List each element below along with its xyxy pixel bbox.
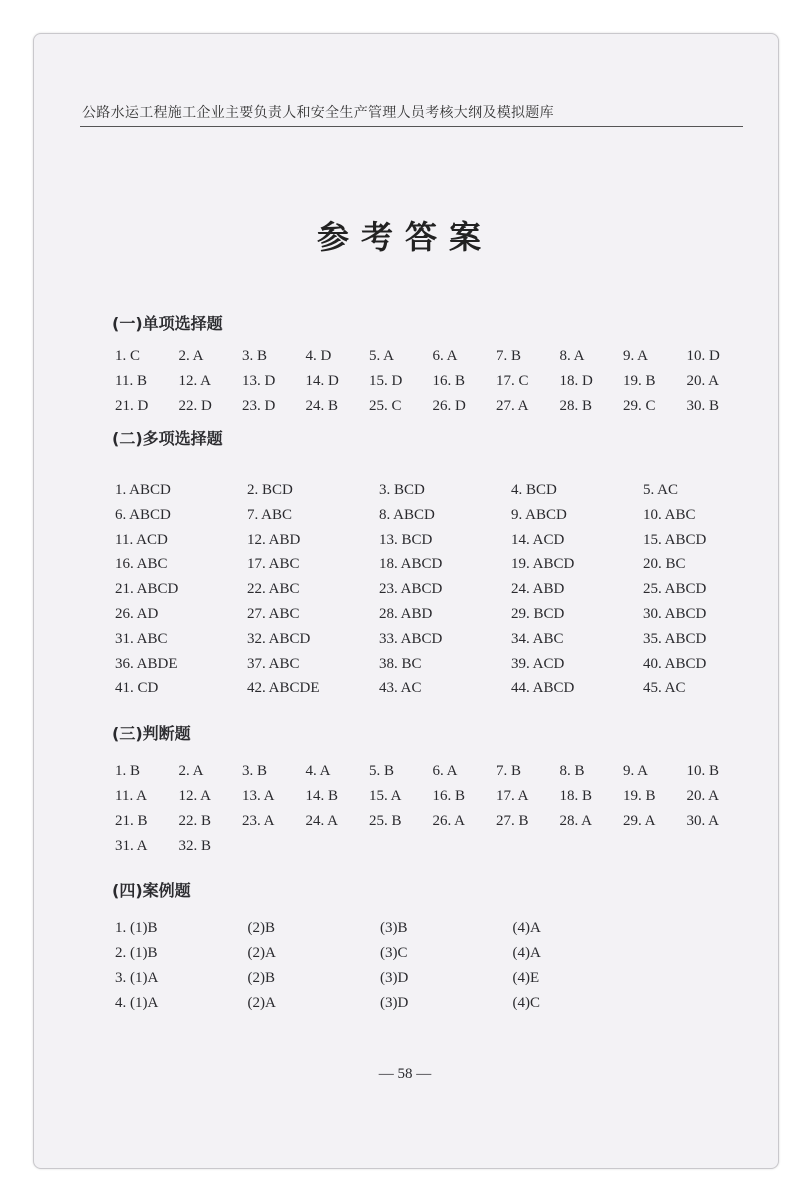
answer-item: 18. B [559,788,593,804]
answer-item: 1. C [115,348,141,364]
answer-item: 20. A [686,788,720,804]
answer-item: 2. A [178,348,204,364]
answer-item: 10. B [686,763,720,779]
answer-item: 2. (1)B [115,945,158,961]
answer-item: 33. ABCD [379,630,443,647]
answer-item: 23. A [242,813,275,829]
answer-item: 1. ABCD [115,482,171,498]
answer-item: 5. A [369,348,395,364]
answer-item: 30. ABCD [643,605,707,622]
answer-item: 1. (1)B [115,920,158,936]
answer-item: 3. B [242,348,268,364]
answer-item: 6. A [432,348,458,364]
answer-item: 16. B [432,788,466,804]
answer-item: 35. ABCD [643,630,707,647]
answer-item: 31. ABC [115,630,168,647]
answer-item: 17. ABC [247,556,300,573]
answer-item: 17. C [496,373,529,389]
answer-item: 41. CD [115,680,159,697]
answer-item: 16. B [432,373,466,389]
answer-item: 20. A [686,373,720,389]
answer-item: 38. BC [379,655,422,672]
answer-item: 8. B [559,763,585,779]
answer-item: 22. ABC [247,581,300,598]
answer-item: 4. BCD [511,482,557,498]
answer-item: 24. A [305,813,339,829]
answer-item: 7. B [496,348,522,364]
answer-item: 7. B [496,763,522,779]
answer-item: 9. ABCD [511,506,567,523]
answer-item: 8. A [559,348,585,364]
answer-item: 4. A [305,763,331,779]
section-heading-true-false: (三)判断题 [112,724,191,743]
answer-item: 14. ACD [511,531,565,548]
answer-item: 29. BCD [511,605,565,622]
answer-item: 29. A [623,813,656,829]
answer-item: 30. A [686,813,720,829]
answer-item: 16. ABC [115,556,168,573]
answer-item: 30. B [686,398,720,414]
page-title: 参考答案 [316,218,493,256]
answer-item: (3)B [380,920,408,936]
answer-item: 28. A [559,813,593,829]
answer-item: 5. B [369,763,395,779]
answer-item: 28. B [559,398,593,414]
answer-item: 42. ABCDE [247,680,320,697]
answer-item: 11. A [115,788,147,804]
answer-item: 25. C [369,398,402,414]
answer-item: 3. (1)A [115,970,159,986]
answer-item: 11. ACD [115,531,168,548]
answer-item: 5. AC [643,482,679,498]
answer-item: 25. ABCD [643,581,707,598]
answer-item: 24. B [305,398,339,414]
answer-item: (4)E [512,970,540,986]
answer-item: 31. A [115,838,148,854]
answer-item: 3. B [242,763,268,779]
answer-item: 7. ABC [247,506,293,523]
answer-item: 39. ACD [511,655,565,672]
answer-item: 21. ABCD [115,581,179,598]
answer-item: (2)B [247,920,275,936]
answer-item: 2. A [178,763,204,779]
answer-item: 1. B [115,763,141,779]
answer-item: 17. A [496,788,529,804]
answer-item: 43. AC [379,680,422,697]
section-heading-multiple-choice: (二)多项选择题 [112,429,223,448]
answer-item: 29. C [623,398,656,414]
section-heading-case-study: (四)案例题 [112,881,191,900]
answer-item: 4. (1)A [115,995,159,1011]
answer-item: 24. ABD [511,581,565,598]
answer-item: 19. B [623,788,656,804]
answer-item: 18. D [559,373,593,389]
page-number: — 58 — [378,1066,432,1082]
answer-item: 40. ABCD [643,655,707,672]
answer-item: 44. ABCD [511,680,575,697]
answer-item: 21. B [115,813,148,829]
answer-item: (3)D [380,970,409,986]
answer-item: 2. BCD [247,482,293,498]
answer-item: 18. ABCD [379,556,443,573]
answer-item: 3. BCD [379,482,425,498]
answer-item: 9. A [623,763,649,779]
answer-item: 13. D [242,373,276,389]
answer-item: (3)C [380,945,408,961]
answer-item: 25. B [369,813,402,829]
answer-item: 26. D [432,398,466,414]
answer-item: (3)D [380,995,409,1011]
answer-item: 13. BCD [379,531,433,548]
answer-item: (2)B [247,970,275,986]
answer-item: 10. D [686,348,720,364]
answer-item: 22. D [178,398,212,414]
answer-item: (4)A [512,945,541,961]
answer-item: 14. B [305,788,339,804]
answer-item: 22. B [178,813,212,829]
answer-item: 26. AD [115,605,159,622]
answer-item: 19. ABCD [511,556,575,573]
answer-item: 23. D [242,398,276,414]
answer-item: 15. A [369,788,402,804]
answer-item: 8. ABCD [379,506,435,523]
answer-item: 6. ABCD [115,506,171,523]
answer-item: 45. AC [643,680,686,697]
answer-item: 23. ABCD [379,581,443,598]
answer-item: (2)A [247,945,276,961]
answer-item: 12. ABD [247,531,301,548]
answer-item: 10. ABC [643,506,696,523]
answer-item: 6. A [432,763,458,779]
answer-item: 15. D [369,373,403,389]
answer-item: 9. A [623,348,649,364]
answer-item: 28. ABD [379,605,433,622]
answer-item: 27. ABC [247,605,300,622]
answer-item: 13. A [242,788,275,804]
answer-item: 19. B [623,373,656,389]
answer-item: 26. A [432,813,466,829]
answer-item: 37. ABC [247,655,300,672]
answer-item: 32. ABCD [247,630,311,647]
answer-item: 15. ABCD [643,531,707,548]
answer-item: (2)A [247,995,276,1011]
answer-item: 4. D [305,348,332,364]
answer-item: 14. D [305,373,339,389]
answer-item: 11. B [115,373,147,389]
answer-item: 27. B [496,813,529,829]
answer-item: 20. BC [643,556,686,573]
answer-item: 12. A [178,788,212,804]
answer-item: 34. ABC [511,630,564,647]
section-heading-single-choice: (一)单项选择题 [112,314,223,333]
header-rule [80,126,743,127]
answer-item: 12. A [178,373,212,389]
answer-item: 32. B [178,838,212,854]
answer-item: 21. D [115,398,149,414]
running-header: 公路水运工程施工企业主要负责人和安全生产管理人员考核大纲及模拟题库 [82,105,554,121]
answer-item: 27. A [496,398,529,414]
answer-item: (4)A [512,920,541,936]
answer-item: (4)C [512,995,540,1011]
answer-item: 36. ABDE [115,655,178,672]
